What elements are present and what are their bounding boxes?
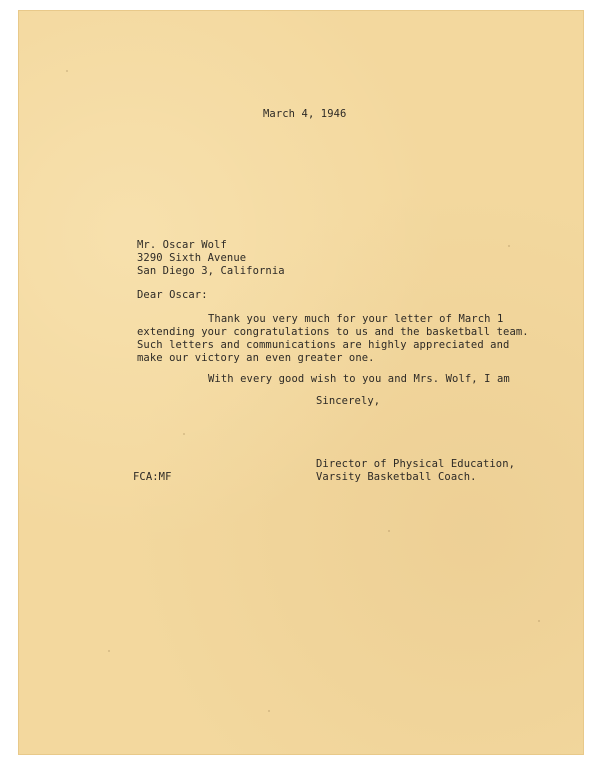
- body-line: extending your congratulations to us and the basketball team.: [137, 326, 529, 338]
- paper-speck: [538, 620, 540, 622]
- recipient-name: Mr. Oscar Wolf: [137, 239, 227, 251]
- paper-speck: [388, 530, 390, 532]
- letter-date: March 4, 1946: [263, 108, 347, 120]
- typist-initials: FCA:MF: [133, 471, 172, 483]
- closing-line: With every good wish to you and Mrs. Wolf, I am: [208, 373, 510, 385]
- recipient-city: San Diego 3, California: [137, 265, 285, 277]
- body-line: Such letters and communications are highly appreciated and: [137, 339, 510, 351]
- paper-speck: [508, 245, 510, 247]
- paper-speck: [268, 710, 270, 712]
- recipient-street: 3290 Sixth Avenue: [137, 252, 247, 264]
- signature-title: Varsity Basketball Coach.: [316, 471, 477, 483]
- paper-speck: [108, 650, 110, 652]
- signature-title: Director of Physical Education,: [316, 458, 516, 470]
- body-line: Thank you very much for your letter of March 1: [208, 313, 504, 325]
- sign-off: Sincerely,: [316, 395, 381, 407]
- paper-speck: [66, 70, 68, 72]
- salutation: Dear Oscar:: [137, 289, 208, 301]
- paper-speck: [183, 433, 185, 435]
- body-line: make our victory an even greater one.: [137, 352, 375, 364]
- letter-paper: [18, 10, 584, 755]
